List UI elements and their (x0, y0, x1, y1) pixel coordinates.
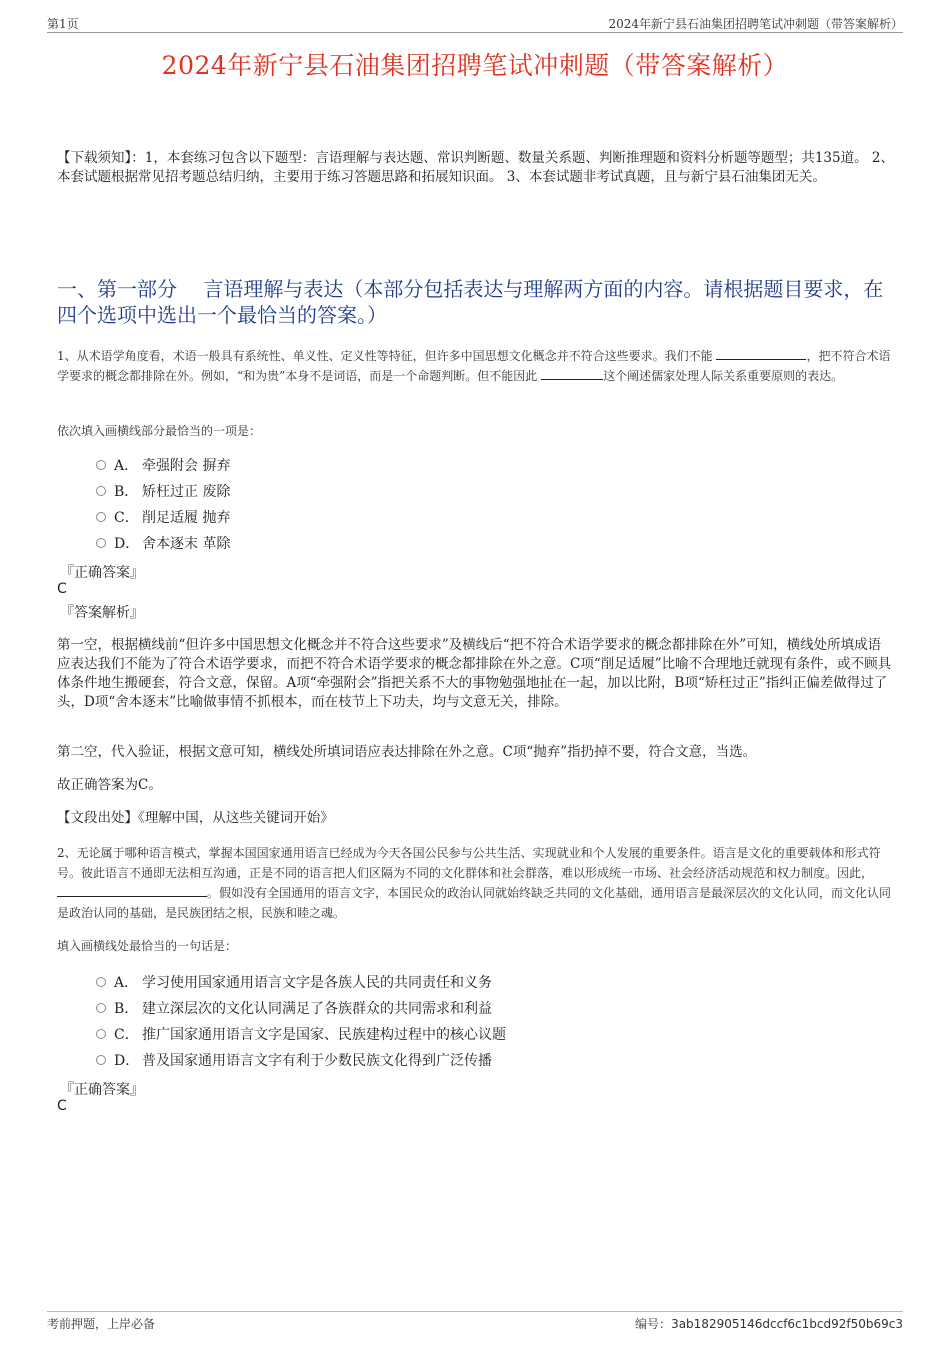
option-b[interactable]: B． 建立深层次的文化认同满足了各族群众的共同需求和利益 (96, 996, 506, 1022)
document-title: 2024年新宁县石油集团招聘笔试冲刺题（带答案解析） (161, 51, 789, 80)
page-header (47, 14, 903, 33)
question-1-prompt: 依次填入画横线部分最恰当的一项是： (57, 424, 262, 438)
question-1-stem: 1、从术语学角度看，术语一般具有系统性、单义性、定义性等特征，但许多中国思想文化概念并不符合这些要求。我们不能 ，把不符合术语学要求的概念都排除在外。例如，“和为贵”本身不是词语，而是一个命题判断。但不能因此 这个阐述儒家处理人际关系重要原则的表达。 (57, 349, 891, 383)
radio-icon[interactable] (96, 460, 106, 470)
option-d[interactable]: D． 舍本逐末 革除 (96, 531, 230, 557)
answer-value: C (57, 1098, 67, 1114)
question-1-options (96, 453, 230, 557)
question-2-options (96, 970, 506, 1074)
fill-blank (541, 367, 603, 380)
page-footer (47, 1311, 903, 1330)
fill-blank (57, 884, 207, 897)
option-a[interactable]: A． 学习使用国家通用语言文字是各族人民的共同责任和义务 (96, 970, 506, 996)
option-c[interactable]: C． 推广国家通用语言文字是国家、民族建构过程中的核心议题 (96, 1022, 506, 1048)
option-b[interactable]: B． 矫枉过正 废除 (96, 479, 230, 505)
radio-icon[interactable] (96, 538, 106, 548)
question-2-prompt: 填入画横线处最恰当的一句话是： (57, 939, 238, 953)
source-citation: 【文段出处】《理解中国，从这些关键词开始》 (57, 810, 334, 826)
radio-icon[interactable] (96, 1003, 106, 1013)
radio-icon[interactable] (96, 977, 106, 987)
analysis-conclusion: 故正确答案为C。 (57, 777, 162, 793)
fill-blank (716, 347, 806, 360)
option-c[interactable]: C． 削足适履 抛弃 (96, 505, 230, 531)
radio-icon[interactable] (96, 1029, 106, 1039)
analysis-label: 『答案解析』 (60, 605, 144, 621)
page-number: 第1页 (47, 17, 79, 31)
analysis-paragraph: 第一空，根据横线前“但许多中国思想文化概念并不符合这些要求”及横线后“把不符合术语学要求的概念都排除在外”可知，横线处所填成语应表达我们不能为了符合术语学要求，而把不符合术语学要求的概念都排除在外之意。C项“削足适履”比喻不合理地迁就现有条件，或不顾具体条件地生搬硬套，符合文意，保留。A项“牵强附会”指把关系不大的事物勉强地扯在一起，加以比附，B项“矫枉过正”指纠正偏差做得过了头，D项“舍本逐末”比喻做事情不抓根本，而在枝节上下功夫，均与文意无关，排除。 (57, 637, 892, 710)
document-code: 编号：3ab182905146dccf6c1bcd92f50b69c3 (635, 1317, 903, 1331)
radio-icon[interactable] (96, 1055, 106, 1065)
option-a[interactable]: A． 牵强附会 摒弃 (96, 453, 230, 479)
answer-label: 『正确答案』 (60, 565, 144, 581)
question-2-stem: 2、无论属于哪种语言模式，掌握本国国家通用语言已经成为今天各国公民参与公共生活、实现就业和个人发展的重要条件。语言是文化的重要载体和形式符号。彼此语言不通即无法相互沟通，正是不同的语言把人们区隔为不同的文化群体和社会群落，难以形成统一市场、社会经济活动规范和权力制度。因此， 。假如没有全国通用的语言文字，本国民众的政治认同就始终缺乏共同的文化基础，通用语言是最深层次的文化认同，而文化认同是政治认同的基础，是民族团结之根，民族和睦之魂。 (57, 846, 892, 920)
answer-value: C (57, 581, 67, 597)
section-heading: 一、第一部分 言语理解与表达（本部分包括表达与理解两方面的内容。请根据题目要求，在四个选项中选出一个最恰当的答案。） (57, 277, 884, 327)
footer-slogan: 考前押题，上岸必备 (47, 1317, 156, 1331)
download-notice: 【下载须知】：1，本套练习包含以下题型：言语理解与表达题、常识判断题、数量关系题、判断推理题和资料分析题等题型；共135道。 2、本套试题根据常见招考题总结归纳，主要用于练习答题思路和拓展知识面。 3、本套试题非考试真题，且与新宁县石油集团无关。 (57, 150, 894, 185)
header-doc-title: 2024年新宁县石油集团招聘笔试冲刺题（带答案解析） (608, 17, 903, 31)
radio-icon[interactable] (96, 512, 106, 522)
analysis-paragraph: 第二空，代入验证，根据文意可知，横线处所填词语应表达排除在外之意。C项“抛弃”指扔掉不要，符合文意，当选。 (57, 744, 757, 760)
answer-label: 『正确答案』 (60, 1082, 144, 1098)
option-d[interactable]: D． 普及国家通用语言文字有利于少数民族文化得到广泛传播 (96, 1048, 506, 1074)
radio-icon[interactable] (96, 486, 106, 496)
